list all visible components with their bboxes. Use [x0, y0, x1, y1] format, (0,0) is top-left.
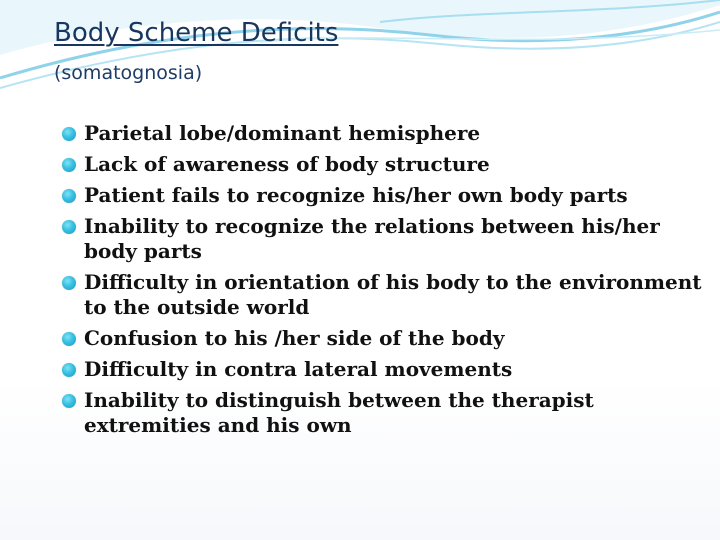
bullet-icon [62, 276, 76, 290]
bullet-icon [62, 394, 76, 408]
bullet-item [62, 152, 702, 177]
bullet-list [62, 121, 702, 444]
bullet-text: Difficulty in orientation of his body to the environment to the outside world [84, 270, 702, 319]
bullet-item [62, 121, 702, 146]
bullet-item [62, 270, 702, 320]
bullet-icon [62, 363, 76, 377]
bullet-icon [62, 158, 76, 172]
bullet-text: Lack of awareness of body structure [84, 152, 490, 176]
bullet-text: Parietal lobe/dominant hemisphere [84, 121, 481, 145]
bullet-icon [62, 220, 76, 234]
bullet-text: Inability to recognize the relations between his/her body parts [84, 214, 660, 263]
bullet-text: Patient fails to recognize his/her own body parts [84, 183, 628, 207]
bullet-item [62, 214, 702, 264]
bullet-item [62, 183, 702, 208]
bullet-text: Confusion to his /her side of the body [84, 326, 505, 350]
bullet-item [62, 326, 702, 351]
bullet-text: Difficulty in contra lateral movements [84, 357, 513, 381]
bullet-text: Inability to distinguish between the therapist extremities and his own [84, 388, 594, 437]
bullet-icon [62, 127, 76, 141]
bullet-item [62, 388, 702, 438]
slide-subtitle: (somatognosia) [54, 62, 203, 84]
bullet-icon [62, 332, 76, 346]
bullet-item [62, 357, 702, 382]
header-wave-decoration [0, 0, 720, 110]
slide-title: Body Scheme Deficits [54, 18, 339, 48]
bullet-icon [62, 189, 76, 203]
